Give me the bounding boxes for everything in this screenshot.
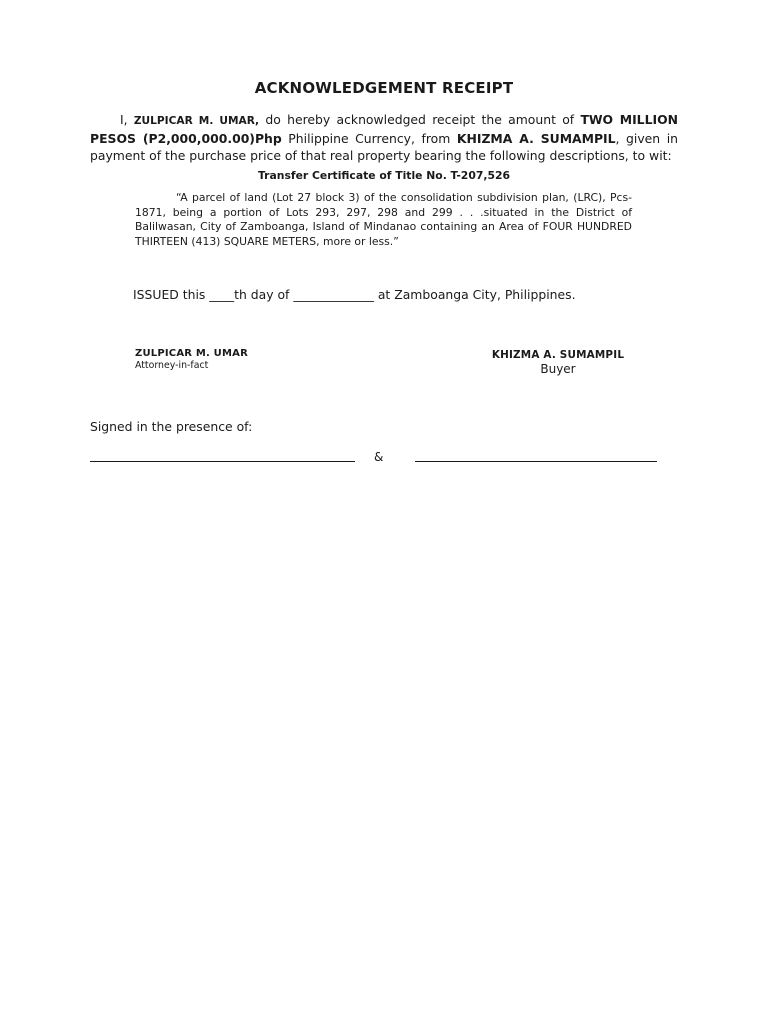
intro-text-2: Philippine Currency, from	[281, 131, 457, 146]
witness-signature-line-left	[90, 461, 355, 462]
intro-text-3: , given in payment of the purchase price of that real property bearing the following descriptions, to wit:	[90, 131, 678, 163]
intro-lead: I,	[120, 112, 134, 127]
document-title: ACKNOWLEDGEMENT RECEIPT	[254, 79, 514, 97]
seller-signature-block	[135, 348, 248, 371]
tct-heading: Transfer Certificate of Title No. T-207,526	[257, 169, 510, 182]
buyer-signature-role: Buyer	[540, 362, 576, 376]
issued-line: ISSUED this ____th day of _____________ at Zamboanga City, Philippines.	[133, 287, 576, 302]
buyer-signature-block	[478, 349, 638, 376]
seller-signature-role: Attorney-in-fact	[135, 360, 209, 371]
buyer-name-inline: KHIZMA A. SUMAMPIL	[456, 131, 616, 146]
property-description: “A parcel of land (Lot 27 block 3) of the consolidation subdivision plan, (LRC), Pcs-1871, being a portion of Lots 293, 297, 298 and 299 . . .situated in the District of Balilwasan, City of Zamboanga, Island of Mindanao containing an Area of FOUR HUNDRED THIRTEEN (413) SQUARE METERS, more or less.”	[135, 191, 632, 248]
intro-text-1: do hereby acknowledged receipt the amount of	[259, 112, 581, 127]
witness-separator: &	[374, 450, 384, 464]
witness-label: Signed in the presence of:	[90, 419, 253, 434]
seller-name-inline: ZULPICAR M. UMAR,	[133, 115, 260, 127]
witness-signature-line-right	[415, 461, 657, 462]
seller-signature-name: ZULPICAR M. UMAR	[135, 348, 248, 359]
amount-words: TWO MILLION PESOS (P2,000,000.00)Php	[90, 112, 678, 146]
buyer-signature-name: KHIZMA A. SUMAMPIL	[491, 349, 625, 361]
intro-paragraph	[90, 111, 678, 164]
